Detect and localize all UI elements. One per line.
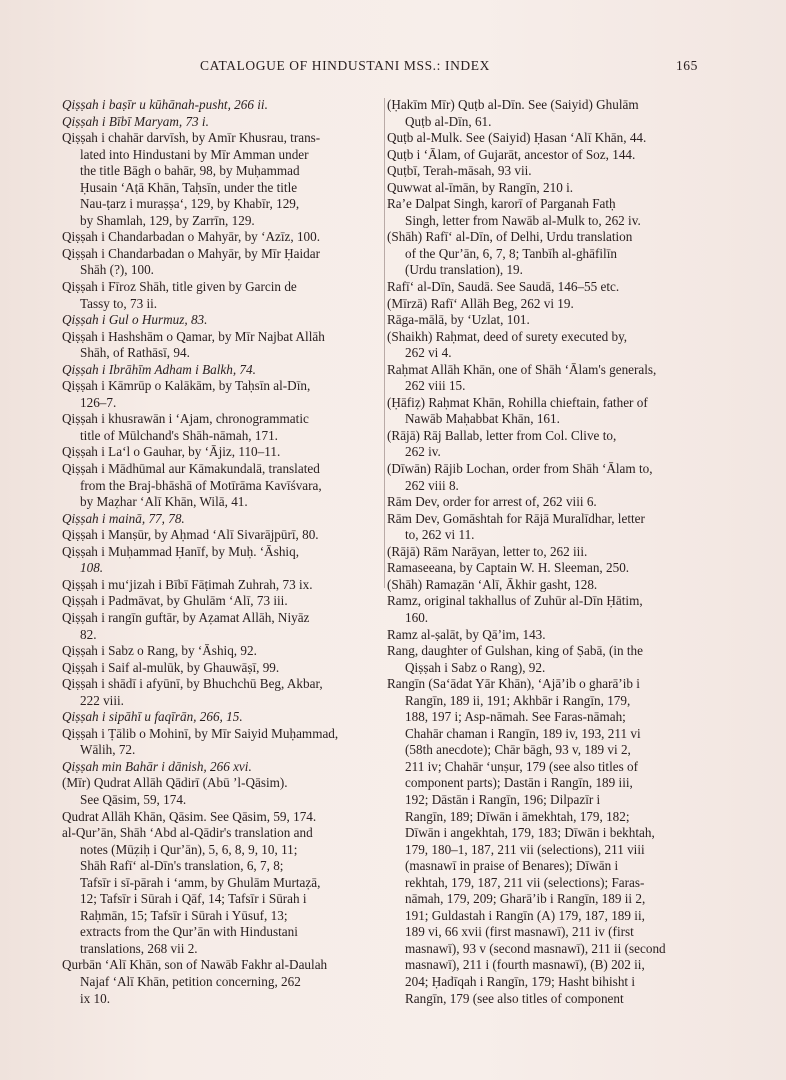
index-entry-line: Qiṣṣah i chahār darvīsh, by Amīr Khusrau, trans- xyxy=(62,130,321,146)
index-entry-line: (Mīr) Qudrat Allāh Qādirī (Abū ʼl-Qāsim). xyxy=(62,775,288,791)
index-entry-line: (Shāh) Ramaẓān ʻAlī, Ākhir gasht, 128. xyxy=(387,576,598,592)
index-entry-line: Nawāb Maḥabbat Khān, 161. xyxy=(405,411,560,427)
index-entry-line: Qiṣṣah i mainā, 77, 78. xyxy=(62,510,185,526)
index-entry-line: (Rājā) Rām Narāyan, letter to, 262 iii. xyxy=(387,543,588,559)
index-entry-line: Qurbān ʻAlī Khān, son of Nawāb Fakhr al-Daulah xyxy=(62,957,328,973)
index-entry-line: Qiṣṣah i khusrawān i ʻAjam, chronogrammatic xyxy=(62,411,309,427)
index-entry-line: 12; Tafsīr i Sūrah i Qāf, 14; Tafsīr i Sūrah i xyxy=(80,891,307,907)
index-entry-line: Rangīn, 189 ii, 191; Akhbār i Rangīn, 179, xyxy=(405,692,631,708)
index-entry-line: (Dīwān) Rājib Lochan, order from Shāh ʻĀlam to, xyxy=(387,461,653,477)
index-entry-line: 222 viii. xyxy=(80,692,124,708)
index-entry-line: 262 viii 8. xyxy=(405,477,459,493)
index-entry-line: 108. xyxy=(80,560,104,576)
index-entry-line: Quṭb al-Mulk. See (Saiyid) Ḥasan ʻAlī Khān, 44. xyxy=(387,130,647,146)
index-entry-line: 82. xyxy=(80,626,97,642)
index-entry-line: (Shaikh) Raḥmat, deed of surety executed by, xyxy=(387,328,628,344)
index-entry-line: rekhtah, 179, 187, 211 vii (selections); Faras- xyxy=(405,874,645,890)
index-entry-line: nāmah, 179, 209; Gharāʼib i Rangīn, 189 ii 2, xyxy=(405,891,646,907)
index-entry-line: Raʼe Dalpat Singh, karorī of Parganah Fatḥ xyxy=(387,196,616,212)
index-entry-line: 262 iv. xyxy=(405,444,441,460)
index-entry-line: of the Qurʼān, 6, 7, 8; Tanbīh al-ghāfilīn xyxy=(405,245,617,261)
index-entry-line: masnawī), 93 v (second masnawī), 211 ii (second xyxy=(405,940,666,956)
index-entry-line: Qiṣṣah i Ibrāhīm Adham i Balkh, 74. xyxy=(62,361,256,377)
index-entry-line: Ramz al-ṣalāt, by Qāʼim, 143. xyxy=(387,626,546,642)
index-entry-line: Tafsīr i sī-pārah i ʻamm, by Ghulām Murtaẓā, xyxy=(80,874,321,890)
index-entry-line: 191; Guldastah i Rangīn (A) 179, 187, 189 ii, xyxy=(405,907,645,923)
index-entry-line: Qiṣṣah i Saif al-mulūk, by Ghauwāṣī, 99. xyxy=(62,659,280,675)
index-entry-line: Rangīn, 189; Dīwān i āmekhtah, 179, 182; xyxy=(405,808,630,824)
index-entry-line: al-Qurʼān, Shāh ʻAbd al-Qādir's translation and xyxy=(62,825,313,841)
index-entry-line: 179, 180–1, 187, 211 vii (selections), 211 viii xyxy=(405,841,645,857)
index-entry-line: Raḥmān, 15; Tafsīr i Sūrah i Yūsuf, 13; xyxy=(80,907,288,923)
index-entry-line: (Rājā) Rāj Ballab, letter from Col. Clive to, xyxy=(387,427,617,443)
index-entry-line: Qiṣṣah i Padmāvat, by Ghulām ʻAlī, 73 iii. xyxy=(62,593,288,609)
index-entry-line: Quṭb i ʻĀlam, of Gujarāt, ancestor of Soz, 144. xyxy=(387,146,636,162)
index-entry-line: Qiṣṣah i Hashshām o Qamar, by Mīr Najbat Allāh xyxy=(62,328,325,344)
index-entry-line: 211 iv; Chahār ʻunṣur, 179 (see also titles of xyxy=(405,758,639,774)
index-entry-line: Qiṣṣah i muʻjizah i Bībī Fāṭimah Zuhrah, 73 ix. xyxy=(62,576,313,592)
index-column-right xyxy=(387,97,722,1007)
index-entry-line: Qiṣṣah i Chandarbadan o Mahyār, by ʻAzīz, 100. xyxy=(62,229,321,245)
index-entry-line: (masnawī in praise of Benares); Dīwān i xyxy=(405,858,619,874)
index-entry-line: Rafīʻ al-Dīn, Saudā. See Saudā, 146–55 etc. xyxy=(387,279,620,295)
index-entry-line: Ramaseeana, by Captain W. H. Sleeman, 250. xyxy=(387,560,630,576)
index-entry-line: Quṭbī, Terah-māsah, 93 vii. xyxy=(387,163,532,179)
index-entry-line: Rang, daughter of Gulshan, king of Ṣabā, (in the xyxy=(387,643,644,659)
index-entry-line: Qiṣṣah i Mādhūmal aur Kāmakundalā, translated xyxy=(62,461,320,477)
index-entry-line: Qiṣṣah i Manṣūr, by Aḥmad ʻAlī Sivarājpūrī, 80. xyxy=(62,527,319,543)
index-entry-line: 189 vi, 66 xvii (first masnawī), 211 iv (first xyxy=(405,924,634,940)
index-entry-line: Qiṣṣah i Sabz o Rang), 92. xyxy=(405,659,546,675)
page-number: 165 xyxy=(675,58,698,73)
index-entry-line: (Urdu translation), 19. xyxy=(405,262,523,278)
index-entry-line: from the Braj-bhāshā of Motīrāma Kavīśvara, xyxy=(80,477,322,493)
column-divider xyxy=(384,98,385,588)
index-entry-line: Tassy to, 73 ii. xyxy=(80,295,158,311)
index-entry-line: Rām Dev, order for arrest of, 262 viii 6. xyxy=(387,494,597,510)
index-entry-line: Qiṣṣah i Fīroz Shāh, title given by Garcin de xyxy=(62,279,297,295)
index-entry-line: Qiṣṣah i Muḥammad Ḥanīf, by Muḥ. ʻĀshiq, xyxy=(62,543,299,559)
index-entry-line: Shāh (?), 100. xyxy=(80,262,154,278)
index-entry-line: 262 vi 4. xyxy=(405,345,452,361)
index-entry-line: Chahār chaman i Rangīn, 189 iv, 193, 211 vi xyxy=(405,725,641,741)
index-entry-line: ix 10. xyxy=(80,990,111,1006)
index-entry-line: (Ḥāfiẓ) Raḥmat Khān, Rohilla chieftain, father of xyxy=(387,394,648,410)
index-entry-line: Quṭb al-Dīn, 61. xyxy=(405,113,492,129)
index-entry-line: 192; Dāstān i Rangīn, 196; Dilpazīr i xyxy=(405,791,601,807)
index-entry-line: See Qāsim, 59, 174. xyxy=(80,791,187,807)
index-entry-line: 204; Ḥadīqah i Rangīn, 179; Hasht bihisht i xyxy=(405,973,636,989)
index-entry-line: notes (Mūẓiḥ i Qurʼān), 5, 6, 8, 9, 10, 11; xyxy=(80,841,298,857)
index-entry-line: Shāh, of Rathāsī, 94. xyxy=(80,345,190,361)
index-entry-line: Qiṣṣah i Kāmrūp o Kalākām, by Taḥsīn al-Dīn, xyxy=(62,378,311,394)
index-entry-line: Qiṣṣah i Sabz o Rang, by ʻĀshiq, 92. xyxy=(62,643,257,659)
index-entry-line: component parts); Dastān i Rangīn, 189 iii, xyxy=(405,775,633,791)
index-entry-line: Qiṣṣah min Bahār i dānish, 266 xvi. xyxy=(62,758,252,774)
index-entry-line: masnawī), 211 i (fourth masnawī), (B) 202 ii, xyxy=(405,957,645,973)
index-entry-line: Qiṣṣah i Laʻl o Gauhar, by ʻĀjiz, 110–11. xyxy=(62,444,281,460)
index-column-left xyxy=(62,97,382,1007)
index-entry-line: title of Mūlchand's Shāh-nāmah, 171. xyxy=(80,427,278,443)
index-entry-line: Dīwān i angekhtah, 179, 183; Dīwān i bekhtah, xyxy=(405,825,655,841)
index-entry-line: lated into Hindustani by Mīr Amman under xyxy=(80,146,309,162)
index-entry-line: Rangīn (Saʻādat Yār Khān), ʻAjāʼib o gharāʼib i xyxy=(387,676,640,692)
index-entry-line: Najaf ʻAlī Khān, petition concerning, 262 xyxy=(80,973,301,989)
index-entry-line: Ḥusain ʻAṭā Khān, Taḥsīn, under the title xyxy=(80,179,298,195)
index-entry-line: by Shamlah, 129, by Zarrīn, 129. xyxy=(80,212,255,228)
index-entry-line: Qudrat Allāh Khān, Qāsim. See Qāsim, 59, 174. xyxy=(62,808,317,824)
index-entry-line: (Mīrzā) Rafīʻ Allāh Beg, 262 vi 19. xyxy=(387,295,574,311)
index-entry-line: Qiṣṣah i Gul o Hurmuz, 83. xyxy=(62,312,208,328)
index-entry-line: Singh, letter from Nawāb al-Mulk to, 262 iv. xyxy=(405,212,641,228)
index-entry-line: Qiṣṣah i Bībī Maryam, 73 i. xyxy=(62,113,209,129)
index-entry-line: (Ḥakīm Mīr) Quṭb al-Dīn. See (Saiyid) Ghulām xyxy=(387,97,639,112)
index-entry-line: 188, 197 i; Asp-nāmah. See Faras-nāmah; xyxy=(405,709,626,725)
index-entry-line: to, 262 vi 11. xyxy=(405,527,475,543)
index-entry-line: by Maẓhar ʻAlī Khān, Wilā, 41. xyxy=(80,494,248,510)
index-entry-line: the title Bāgh o bahār, 98, by Muḥammad xyxy=(80,163,300,179)
index-entry-line: Rām Dev, Gomāshtah for Rājā Muralīdhar, letter xyxy=(387,510,645,526)
index-entry-line: Rangīn, 179 (see also titles of component xyxy=(405,990,624,1006)
index-entry-line: Shāh Rafīʻ al-Dīn's translation, 6, 7, 8; xyxy=(80,858,284,874)
index-entry-line: 160. xyxy=(405,609,429,625)
index-entry-line: Rāga-mālā, by ʻUzlat, 101. xyxy=(387,312,530,328)
index-entry-line: 126–7. xyxy=(80,394,117,410)
index-entry-line: extracts from the Qurʼān with Hindustani xyxy=(80,924,298,940)
index-entry-line: Raḥmat Allāh Khān, one of Shāh ʻĀlam's generals, xyxy=(387,361,657,377)
page-title: CATALOGUE OF HINDUSTANI MSS.: INDEX xyxy=(200,58,490,73)
index-entry-line: Qiṣṣah i baṣīr u kūhānah-pusht, 266 ii. xyxy=(62,97,268,112)
index-entry-line: 262 viii 15. xyxy=(405,378,466,394)
page-header xyxy=(100,58,700,78)
index-entry-line: Nau-ṭarz i muraṣṣaʻ, 129, by Khabīr, 129, xyxy=(80,196,300,212)
index-entry-line: Qiṣṣah i rangīn guftār, by Aẓamat Allāh, Niyāz xyxy=(62,609,310,625)
index-entry-line: Qiṣṣah i Ṭālib o Mohinī, by Mīr Saiyid Muḥammad, xyxy=(62,725,339,741)
index-entry-line: Qiṣṣah i sipāhī u faqīrān, 266, 15. xyxy=(62,709,243,725)
index-entry-line: Wālih, 72. xyxy=(80,742,136,758)
index-entry-line: (Shāh) Rafīʻ al-Dīn, of Delhi, Urdu translation xyxy=(387,229,633,245)
index-entry-line: Quwwat al-īmān, by Rangīn, 210 i. xyxy=(387,179,574,195)
index-entry-line: translations, 268 vii 2. xyxy=(80,940,198,956)
index-entry-line: (58th anecdote); Chār bāgh, 93 v, 189 vi 2, xyxy=(405,742,631,758)
index-entry-line: Qiṣṣah i shādī i afyūnī, by Bhuchchū Beg, Akbar, xyxy=(62,676,323,692)
index-entry-line: Qiṣṣah i Chandarbadan o Mahyār, by Mīr Ḥaidar xyxy=(62,245,321,261)
index-entry-line: Ramz, original takhallus of Zuhūr al-Dīn Ḥātim, xyxy=(387,593,643,609)
